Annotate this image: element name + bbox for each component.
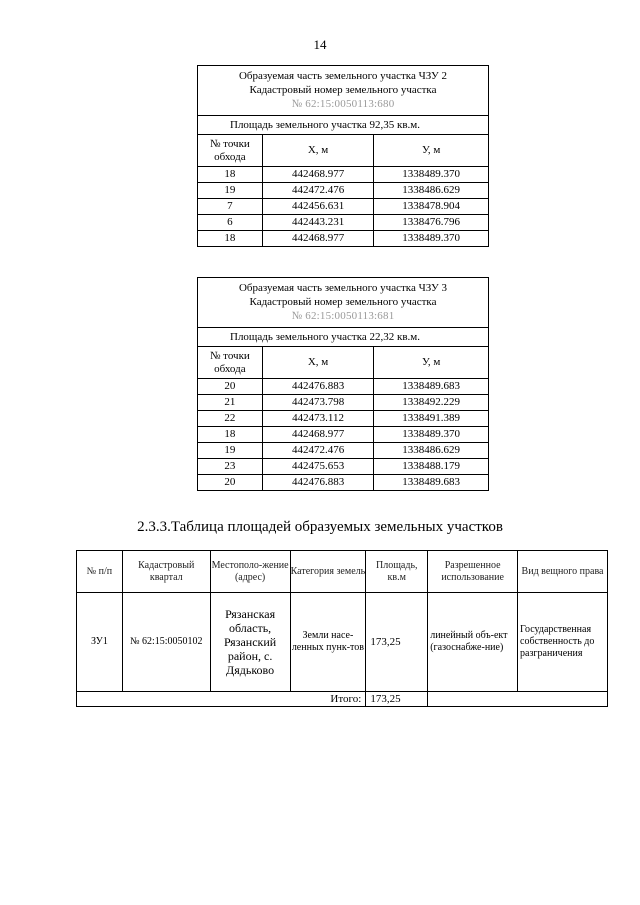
row-location: Рязанская область, Рязанский район, с. Дядьково — [210, 593, 290, 692]
row-use: линейный объ-ект (газоснабже-ние) — [428, 593, 518, 692]
point-cell: 18 — [198, 167, 263, 183]
x-cell: 442472.476 — [262, 443, 374, 459]
y-cell: 1338489.370 — [374, 167, 489, 183]
table-row — [198, 459, 489, 475]
x-cell: 442468.977 — [262, 167, 374, 183]
total-value: 173,25 — [366, 692, 428, 707]
table-row — [198, 427, 489, 443]
row-num: ЗУ1 — [77, 593, 123, 692]
x-cell: 442475.653 — [262, 459, 374, 475]
table-row — [198, 411, 489, 427]
zu3-title: Образуемая часть земельного участка ЧЗУ 3 — [238, 282, 447, 294]
zu3-col-point: № точки обхода — [198, 347, 263, 379]
point-cell: 21 — [198, 395, 263, 411]
x-cell: 442468.977 — [262, 427, 374, 443]
zu3-table — [197, 277, 489, 491]
summary-header-row — [77, 551, 608, 593]
table-row — [198, 475, 489, 491]
zu2-col-y: У, м — [374, 135, 489, 167]
y-cell: 1338489.370 — [374, 231, 489, 247]
col-category-header: Категория земель — [290, 551, 366, 593]
y-cell: 1338489.370 — [374, 427, 489, 443]
zu3-cad-number: № 62:15:0050113:681 — [291, 310, 395, 322]
table-row — [198, 395, 489, 411]
zu2-title: Образуемая часть земельного участка ЧЗУ 2 — [238, 70, 447, 82]
section-title: 2.3.3.Таблица площадей образуемых земельных участков — [137, 519, 503, 535]
col-right-header: Вид вещного права — [518, 551, 608, 593]
row-quarter: № 62:15:0050102 — [122, 593, 210, 692]
zu2-col-point: № точки обхода — [198, 135, 263, 167]
row-right: Государственная собственность до разграничения — [518, 593, 608, 692]
x-cell: 442468.977 — [262, 231, 374, 247]
zu2-cad-label: Кадастровый номер земельного участка — [249, 84, 437, 96]
zu2-table — [197, 65, 489, 247]
y-cell: 1338486.629 — [374, 183, 489, 199]
table-row — [198, 379, 489, 395]
zu3-col-x: X, м — [262, 347, 374, 379]
total-empty-cell — [428, 692, 608, 707]
point-cell: 18 — [198, 427, 263, 443]
col-use-header: Разрешенное использование — [428, 551, 518, 593]
point-cell: 6 — [198, 215, 263, 231]
point-cell: 7 — [198, 199, 263, 215]
y-cell: 1338486.629 — [374, 443, 489, 459]
zu3-area: Площадь земельного участка 22,32 кв.м. — [198, 328, 489, 347]
col-location-header: Местополо-жение (адрес) — [210, 551, 290, 593]
y-cell: 1338489.683 — [374, 475, 489, 491]
x-cell: 442476.883 — [262, 379, 374, 395]
col-quarter-header: Кадастровый квартал — [122, 551, 210, 593]
table-row — [198, 443, 489, 459]
total-row — [77, 692, 608, 707]
point-cell: 19 — [198, 183, 263, 199]
table-row — [77, 593, 608, 692]
col-num-header: № п/п — [77, 551, 123, 593]
table-row — [198, 199, 489, 215]
y-cell: 1338478.904 — [374, 199, 489, 215]
point-cell: 20 — [198, 379, 263, 395]
row-category: Земли насе-ленных пунк-тов — [290, 593, 366, 692]
zu2-col-x: X, м — [262, 135, 374, 167]
y-cell: 1338492.229 — [374, 395, 489, 411]
point-cell: 18 — [198, 231, 263, 247]
point-cell: 23 — [198, 459, 263, 475]
x-cell: 442472.476 — [262, 183, 374, 199]
x-cell: 442473.112 — [262, 411, 374, 427]
zu2-area: Площадь земельного участка 92,35 кв.м. — [198, 116, 489, 135]
zu2-cad-number: № 62:15:0050113:680 — [291, 98, 395, 110]
x-cell: 442476.883 — [262, 475, 374, 491]
row-area: 173,25 — [366, 593, 428, 692]
y-cell: 1338491.389 — [374, 411, 489, 427]
point-cell: 20 — [198, 475, 263, 491]
y-cell: 1338488.179 — [374, 459, 489, 475]
table-row — [198, 167, 489, 183]
page-number: 14 — [313, 37, 327, 52]
summary-table — [76, 550, 608, 707]
zu3-header-cell — [198, 278, 489, 328]
table-row — [198, 215, 489, 231]
y-cell: 1338476.796 — [374, 215, 489, 231]
x-cell: 442473.798 — [262, 395, 374, 411]
zu2-header-cell — [198, 66, 489, 116]
point-cell: 19 — [198, 443, 263, 459]
zu3-col-y: У, м — [374, 347, 489, 379]
zu3-cad-label: Кадастровый номер земельного участка — [249, 296, 437, 308]
x-cell: 442456.631 — [262, 199, 374, 215]
y-cell: 1338489.683 — [374, 379, 489, 395]
total-label: Итого: — [77, 692, 366, 707]
x-cell: 442443.231 — [262, 215, 374, 231]
table-row — [198, 231, 489, 247]
point-cell: 22 — [198, 411, 263, 427]
table-row — [198, 183, 489, 199]
col-area-header: Площадь, кв.м — [366, 551, 428, 593]
